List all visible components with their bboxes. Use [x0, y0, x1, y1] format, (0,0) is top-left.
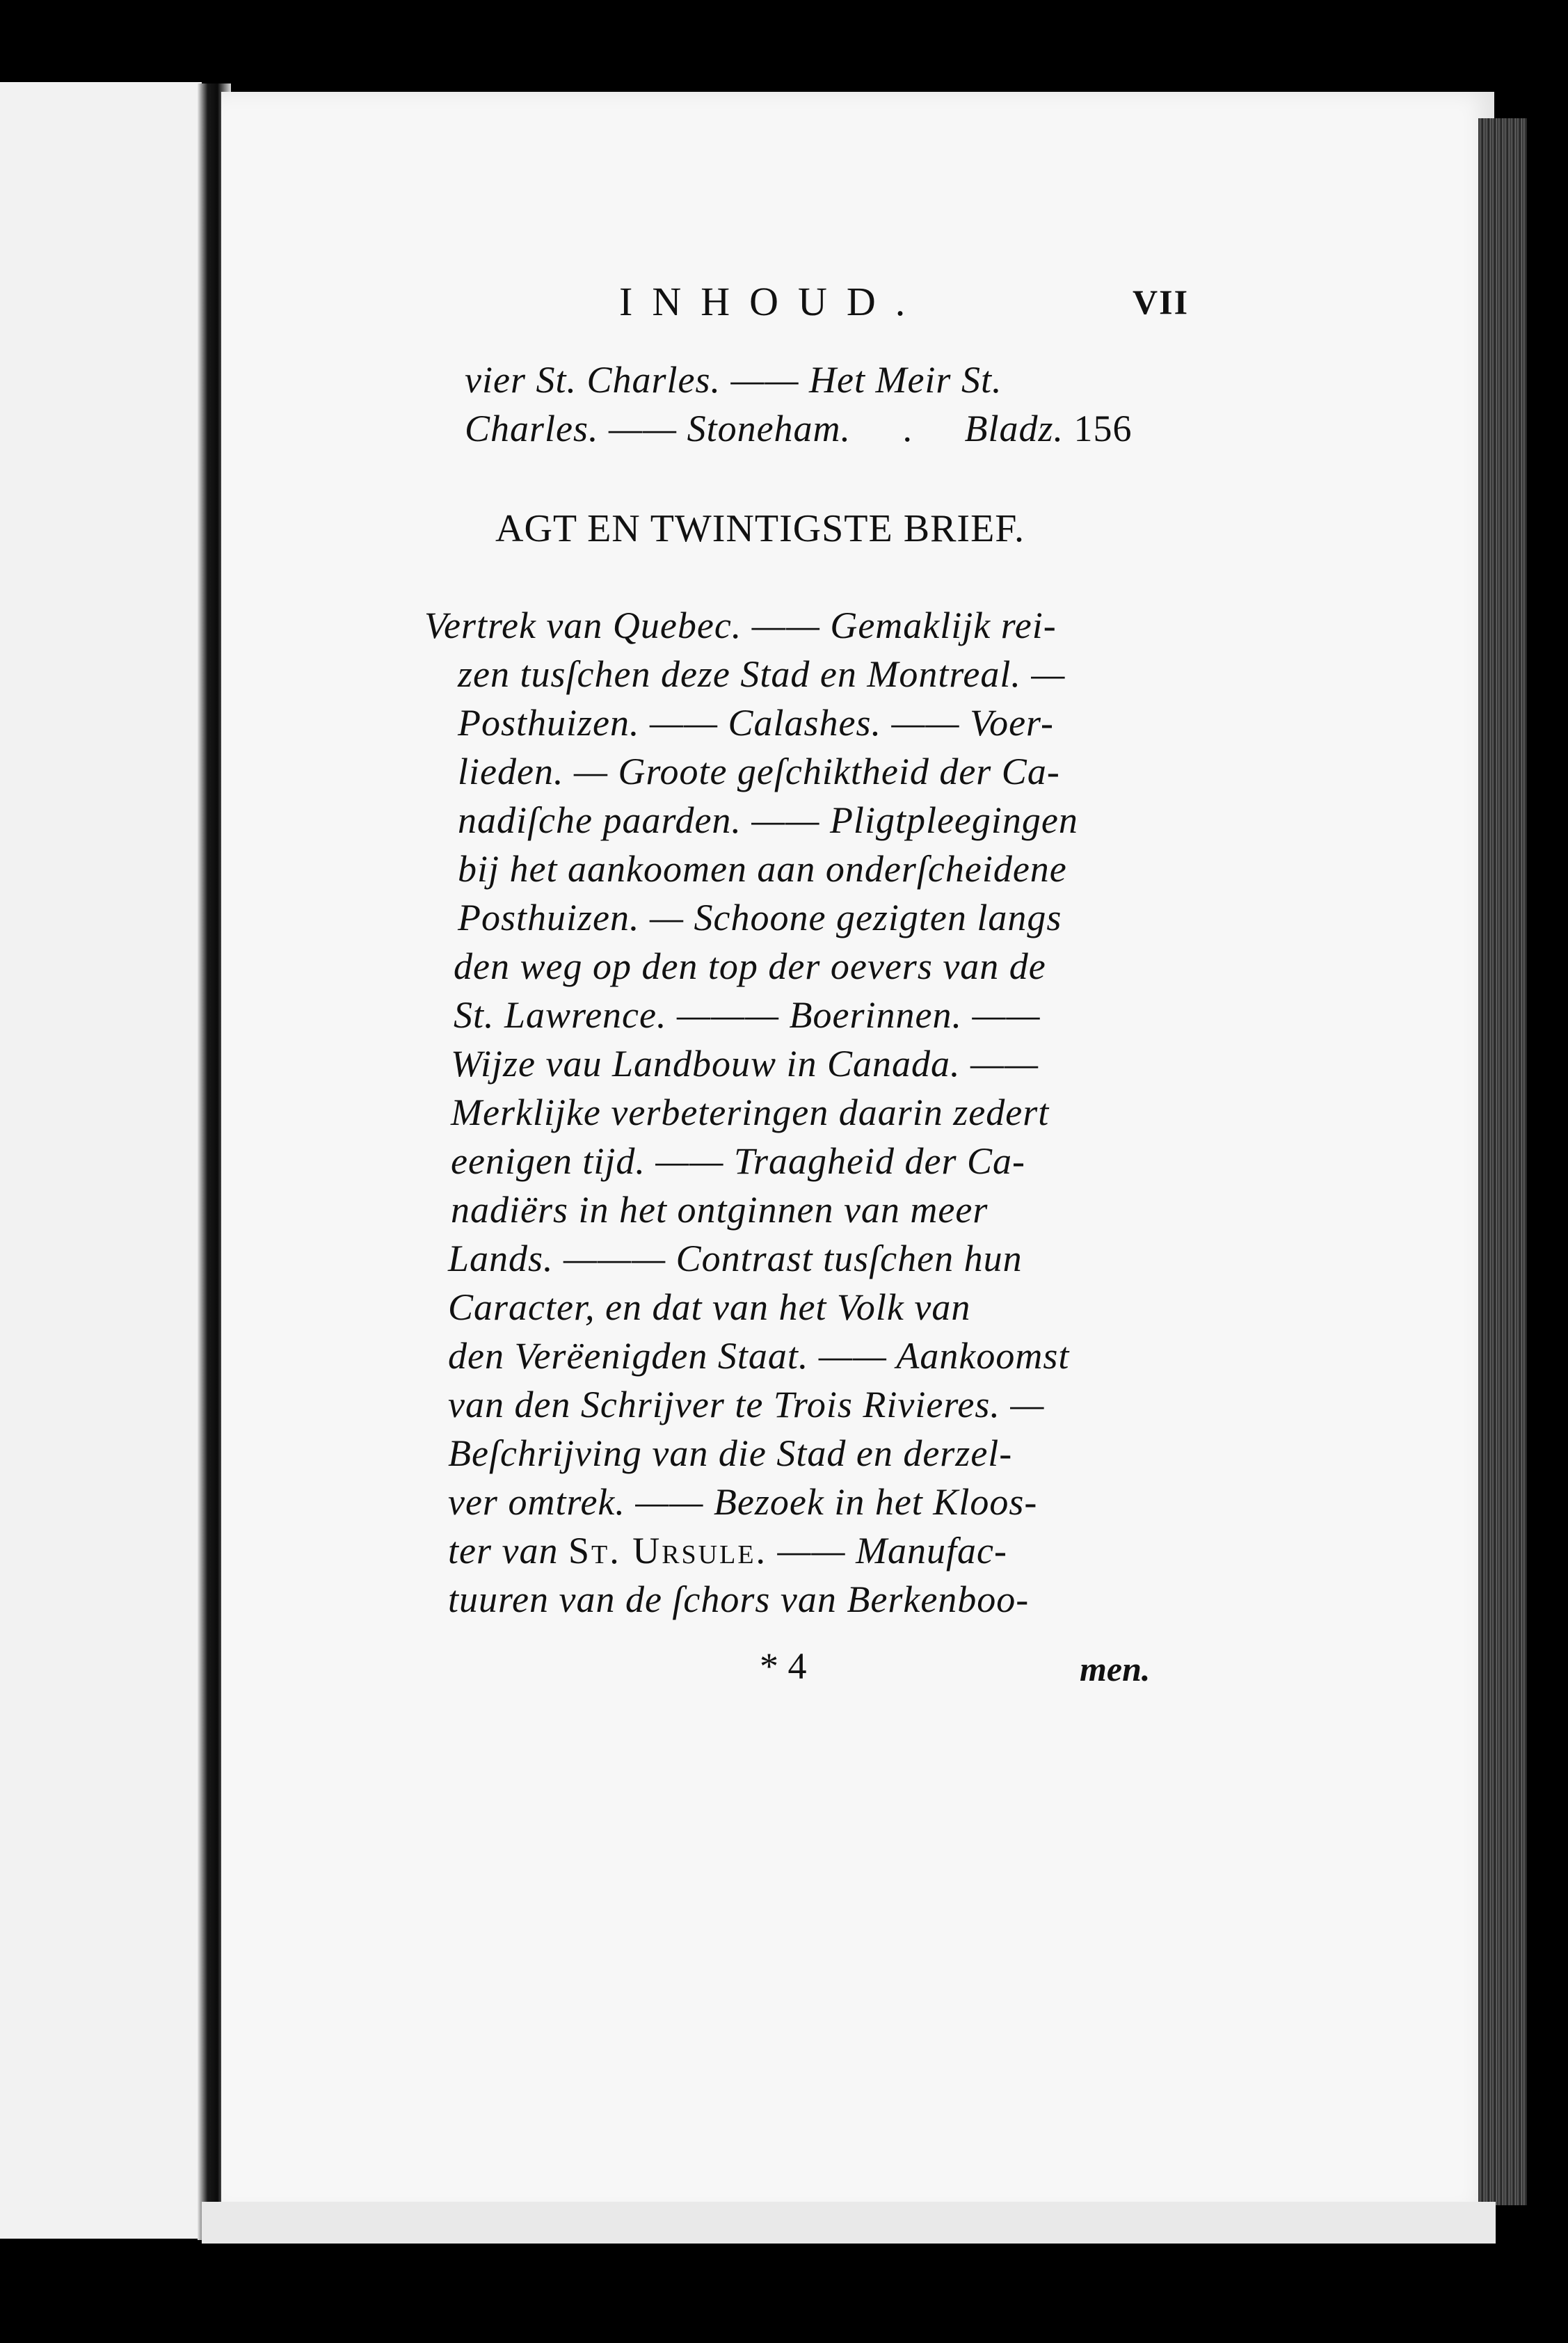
summary-line: [448, 1529, 1007, 1572]
toc-line: [465, 358, 1002, 401]
page-ref: 156: [1073, 408, 1133, 449]
summary-line: ver omtrek. —— Bezoek in het Kloos-: [448, 1481, 1038, 1523]
summary-line: Caracter, en dat van het Volk van: [448, 1286, 971, 1328]
summary-line: den Verëenigden Staat. —— Aankoomst: [448, 1335, 1070, 1377]
catchword: men.: [1080, 1649, 1151, 1688]
summary-line: Posthuizen. — Schoone gezigten langs: [458, 897, 1062, 938]
summary-line: tuuren van de ſchors van Berkenboo-: [448, 1578, 1030, 1620]
toc-line: [465, 407, 1133, 450]
summary-line: Vertrek van Quebec. —— Gemaklijk rei-: [424, 605, 1057, 646]
summary-text: —— Manufac-: [777, 1530, 1008, 1572]
summary-line: den weg op den top der oevers van de: [454, 945, 1046, 987]
toc-text: Het Meir St.: [809, 359, 1002, 401]
summary-line: Beſchrijving van die Stad en derzel-: [448, 1432, 1013, 1474]
page-bottom-edge: [202, 2202, 1496, 2244]
toc-text: Stoneham.: [687, 408, 851, 449]
summary-line: zen tusſchen deze Stad en Montreal. —: [458, 653, 1066, 695]
saint-name: St. Ursule.: [568, 1530, 768, 1572]
page-number: VII: [1133, 282, 1190, 321]
dash: ——: [730, 359, 810, 401]
leader-dot: .: [902, 408, 913, 449]
toc-text: Charles.: [465, 408, 599, 449]
left-page: [0, 82, 202, 2239]
summary-line: nadiſche paarden. —— Pligtpleegingen: [458, 799, 1078, 841]
summary-line: eenigen tijd. —— Traagheid der Ca-: [451, 1140, 1025, 1182]
bladz-label: Bladz.: [964, 408, 1064, 449]
summary-line: Wijze vau Landbouw in Canada. ——: [451, 1043, 1039, 1085]
signature-mark: * 4: [760, 1645, 807, 1687]
summary-line: bij het aankoomen aan onderſcheidene: [458, 848, 1067, 890]
summary-line: nadiërs in het ontginnen van meer: [451, 1189, 989, 1231]
summary-line: Posthuizen. —— Calashes. —— Voer-: [458, 702, 1054, 744]
page-edges: [1478, 118, 1527, 2205]
dash: ——: [609, 408, 687, 449]
summary-text: ter van: [448, 1530, 559, 1572]
toc-text: vier St. Charles.: [465, 359, 721, 401]
summary-line: St. Lawrence. ——— Boerinnen. ——: [454, 994, 1041, 1036]
chapter-heading: AGT EN TWINTIGSTE BRIEF.: [495, 507, 1025, 550]
running-head: INHOUD.: [619, 279, 925, 324]
summary-line: Lands. ——— Contrast tusſchen hun: [448, 1238, 1023, 1279]
summary-line: lieden. — Groote geſchiktheid der Ca-: [458, 751, 1060, 792]
summary-line: van den Schrijver te Trois Rivieres. —: [448, 1384, 1045, 1425]
summary-line: Merklijke verbeteringen daarin zedert: [451, 1091, 1050, 1133]
